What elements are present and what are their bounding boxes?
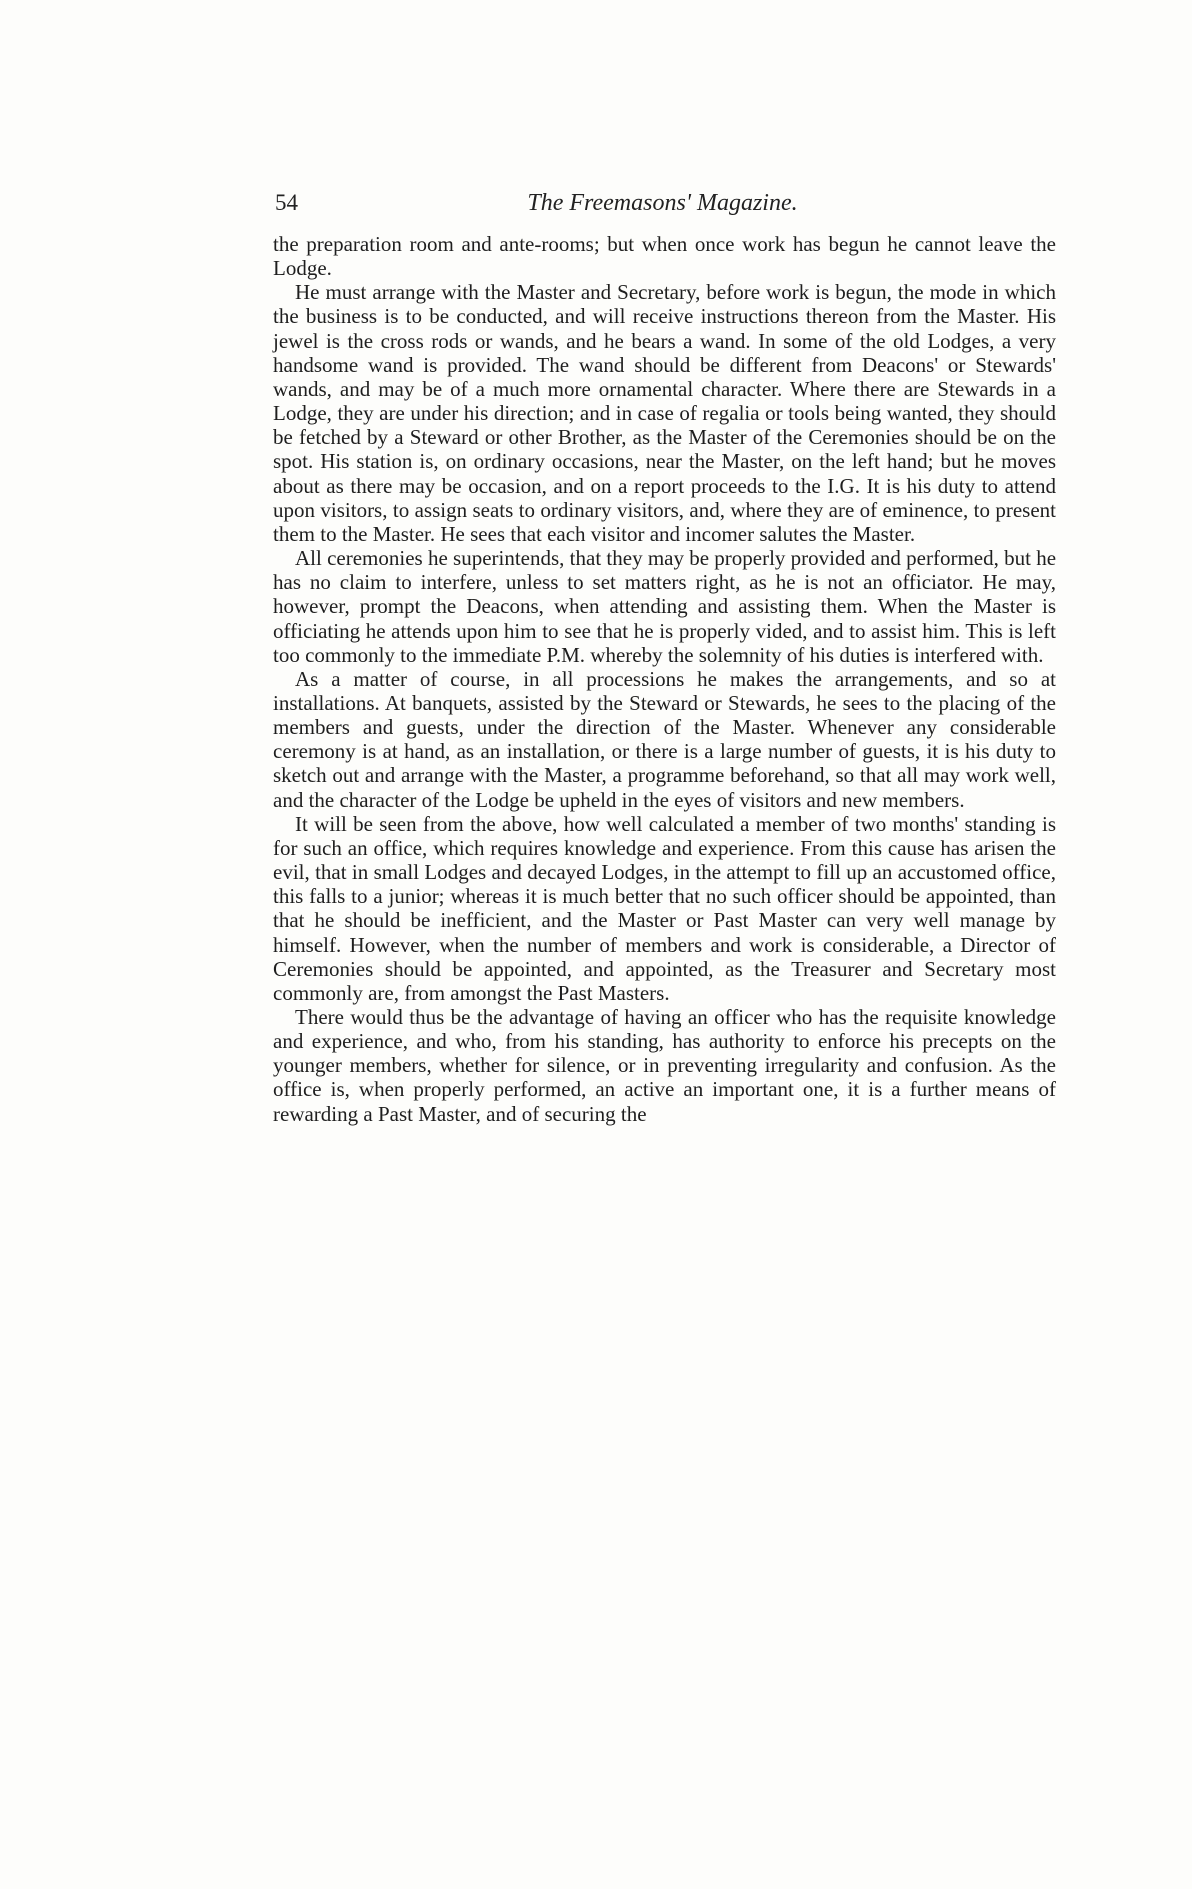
paragraph-2: He must arrange with the Master and Secretary, before work is begun, the mode in which the business is to be conducted, and will receive instructions thereon from the Master. His jewel is the cross rods or wands, and he bears a wand. In some of the old Lodges, a very handsome wand is provided. The wand should be different from Deacons' or Stewards' wands, and may be of a much more ornamental character. Where there are Stewards in a Lodge, they are under his direction; and in case of regalia or tools being wanted, they should be fetched by a Steward or other Brother, as the Master of the Ceremonies should be on the spot. His station is, on ordinary occasions, near the Master, on the left hand; but he moves about as there may be occasion, and on a report proceeds to the I.G. It is his duty to attend upon visitors, to assign seats to ordinary visitors, and, where they are of eminence, to present them to the Master. He sees that each visitor and incomer salutes the Master. (273, 280, 1056, 546)
magazine-title: The Freemasons' Magazine. (527, 190, 798, 216)
paragraph-3: All ceremonies he superintends, that they may be properly provided and performed, but he has no claim to interfere, unless to set matters right, as he is not an officiator. He may, however, prompt the Deacons, when attending and assisting them. When the Master is officiating he attends upon him to see that he is properly vided, and to assist him. This is left too commonly to the immediate P.M. whereby the solemnity of his duties is interfered with. (273, 546, 1057, 667)
article-body (273, 232, 1056, 1126)
paragraph-4: As a matter of course, in all processions he makes the arrangements, and so at installations. At banquets, assisted by the Steward or Stewards, he sees to the placing of the members and guests, under the direction of the Master. Whenever any considerable ceremony is at hand, as an installation, or there is a large number of guests, it is his duty to sketch out and arrange with the Master, a programme beforehand, so that all may work well, and the character of the Lodge be upheld in the eyes of visitors and new members. (273, 666, 1056, 812)
page-number: 54 (275, 190, 298, 215)
paragraph-5: It will be seen from the above, how well calculated a member of two months' standing is for such an office, which requires knowledge and experience. From this cause has arisen the evil, that in small Lodges and decayed Lodges, in the attempt to fill up an accustomed office, this falls to a junior; whereas it is much better that no such officer should be appointed, than that he should be inefficient, and the Master or Past Master can very well manage by himself. However, when the number of members and work is considerable, a Director of Ceremonies should be appointed, and appointed, as the Treasurer and Secretary most commonly are, from amongst the Past Masters. (273, 811, 1056, 1005)
running-head (275, 190, 1050, 230)
paragraph-6: There would thus be the advantage of having an officer who has the requisite knowledge and experience, and who, from his standing, has authority to enforce his precepts on the younger members, whether for silence, or in preventing irregularity and confusion. As the office is, when properly performed, an active an important one, it is a further means of rewarding a Past Master, and of securing the (273, 1005, 1056, 1126)
paragraph-1: the preparation room and ante-rooms; but when once work has begun he cannot leave the Lodge. (273, 232, 1056, 281)
